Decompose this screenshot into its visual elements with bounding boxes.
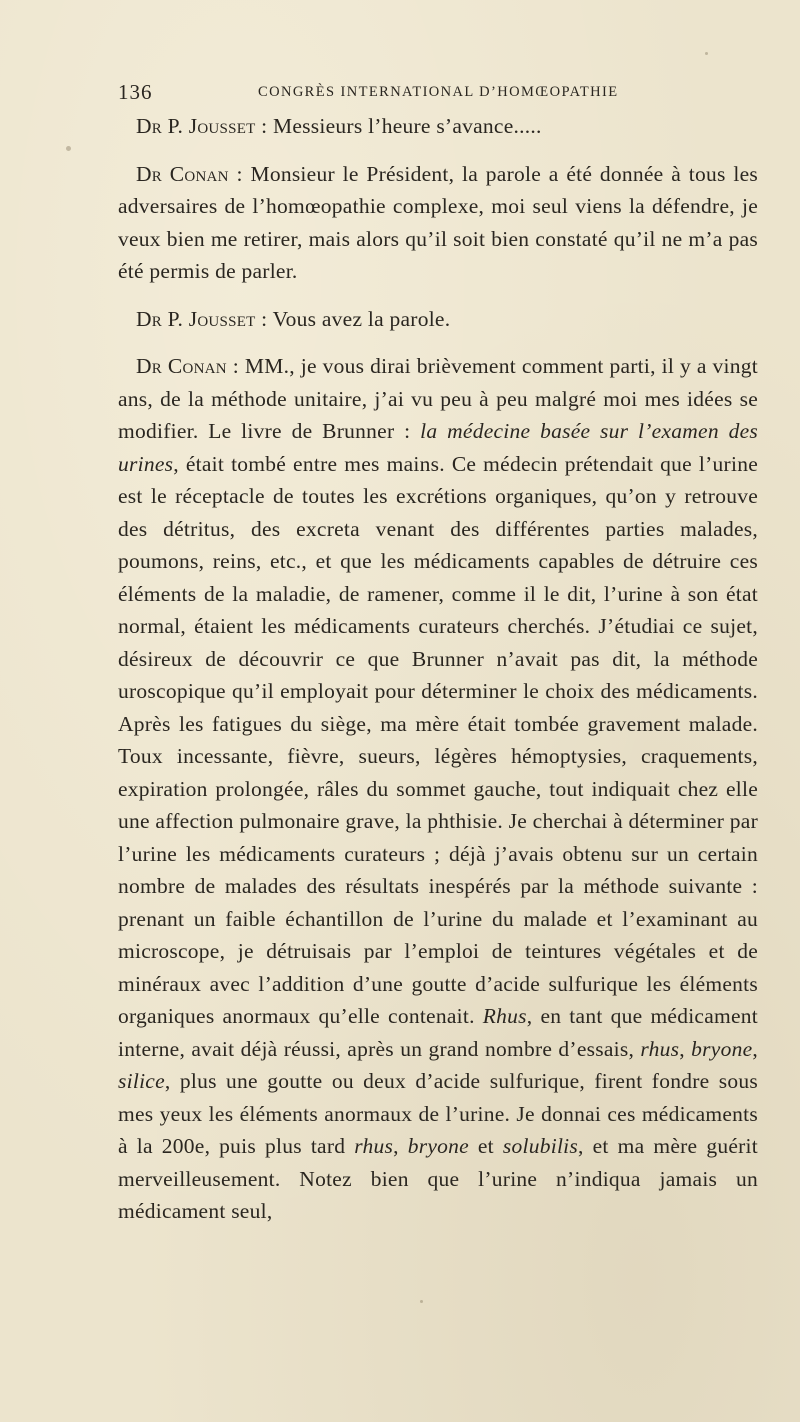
paragraph-text: : Messieurs l’heure s’avance..... [255, 114, 542, 138]
paragraph-text-segment: , était tombé entre mes mains. Ce médecin prétendait que l’urine est le réceptacle de toutes les excrétions organiques, qu’on y retrouve des détritus, des excreta venant des différentes parties malades, poumons, reins, etc., et que les médicaments capables de détruire ces éléments de la maladie, de ramener, comme il le dit, l’urine à son état normal, étaient les médicaments curateurs cherchés. J’étudiai ce sujet, désireux de découvrir ce que Brunner n’avait pas dit, la méthode uroscopique qu’il employait pour déterminer le choix des médicaments. Après les fatigues du siège, ma mère était tombée gravement malade. Toux incessante, fièvre, sueurs, légères hémoptysies, craquements, expiration prolongée, râles du sommet gauche, tout indiquait chez elle une affection pulmonaire grave, la phthisie. Je cherchai à déterminer par l’urine les médicaments curateurs ; déjà j’avais obtenu sur un certain nombre de malades des résultats inespérés par la méthode suivante : prenant un faible échantillon de l’urine du malade et l’examinant au microscope, je détruisais par l’emploi de teintures végétales et de minéraux avec l’addition d’une goutte d’acide sulfurique les éléments organiques anormaux qu’elle contenait. [118, 451, 758, 1028]
remedy-name: Rhus [482, 1004, 527, 1028]
paragraph-1 [118, 110, 758, 143]
paragraph-text-segment: , [752, 1036, 758, 1061]
remedy-name: solubilis [502, 1134, 579, 1158]
paragraph-text-segment: : MM., je vous dirai brièvement comment parti, il y a vingt ans, de la méthode unitaire, j’ai vu peu à peu malgré moi mes idées se modifier. Le livre de Brunner : [118, 354, 759, 443]
speaker-name: Dr P. Jousset [136, 306, 256, 331]
remedy-name: bryone [691, 1036, 753, 1061]
paragraph-text-segment: , [679, 1036, 692, 1061]
paragraph-text-segment: , plus une goutte ou deux d’acide sulfurique, firent fondre sous mes yeux les éléments anormaux de l’urine. Je donnai ces médicaments à la 200e, puis plus tard [118, 1069, 758, 1158]
page-header [118, 80, 758, 110]
speaker-name: Dr Conan [136, 161, 229, 186]
paragraph-text-segment: et [468, 1134, 503, 1158]
remedy-name: silice [118, 1069, 165, 1093]
speaker-name: Dr P. Jousset [136, 114, 256, 138]
body-text [118, 110, 758, 1228]
page-number: 136 [118, 80, 153, 104]
paragraph-text: : Vous avez la parole. [255, 306, 451, 331]
remedy-name: bryone [407, 1134, 469, 1158]
speaker-name: Dr Conan [136, 354, 227, 378]
paragraph-text: : Monsieur le Président, la parole a été donnée à tous les adversaires de l’homœopathie complexe, moi seul viens la défendre, je veux bien me retirer, mais alors qu’il soit bien constaté qu’il ne m’a pas été permis de parler. [118, 161, 759, 283]
paper-spot [705, 52, 708, 55]
paper-spot [420, 1300, 423, 1303]
remedy-name: rhus [640, 1036, 680, 1061]
running-title: CONGRÈS INTERNATIONAL D’HOMŒOPATHIE [258, 84, 619, 100]
paragraph-text-segment: , et ma mère guérit merveilleusement. Notez bien que l’urine n’indiqua jamais un médicament seul, [118, 1134, 758, 1223]
book-title: la médecine basée sur l’examen des urines [118, 419, 759, 476]
paper-spot [66, 146, 71, 151]
paragraph-4 [118, 350, 758, 1228]
paragraph-3 [118, 303, 758, 336]
paragraph-2 [118, 158, 758, 288]
remedy-name: rhus [354, 1134, 394, 1158]
paragraph-text-segment: , [393, 1134, 408, 1158]
paragraph-text-segment: , en tant que médicament interne, avait déjà réussi, après un grand nombre d’essais, [118, 1004, 759, 1061]
